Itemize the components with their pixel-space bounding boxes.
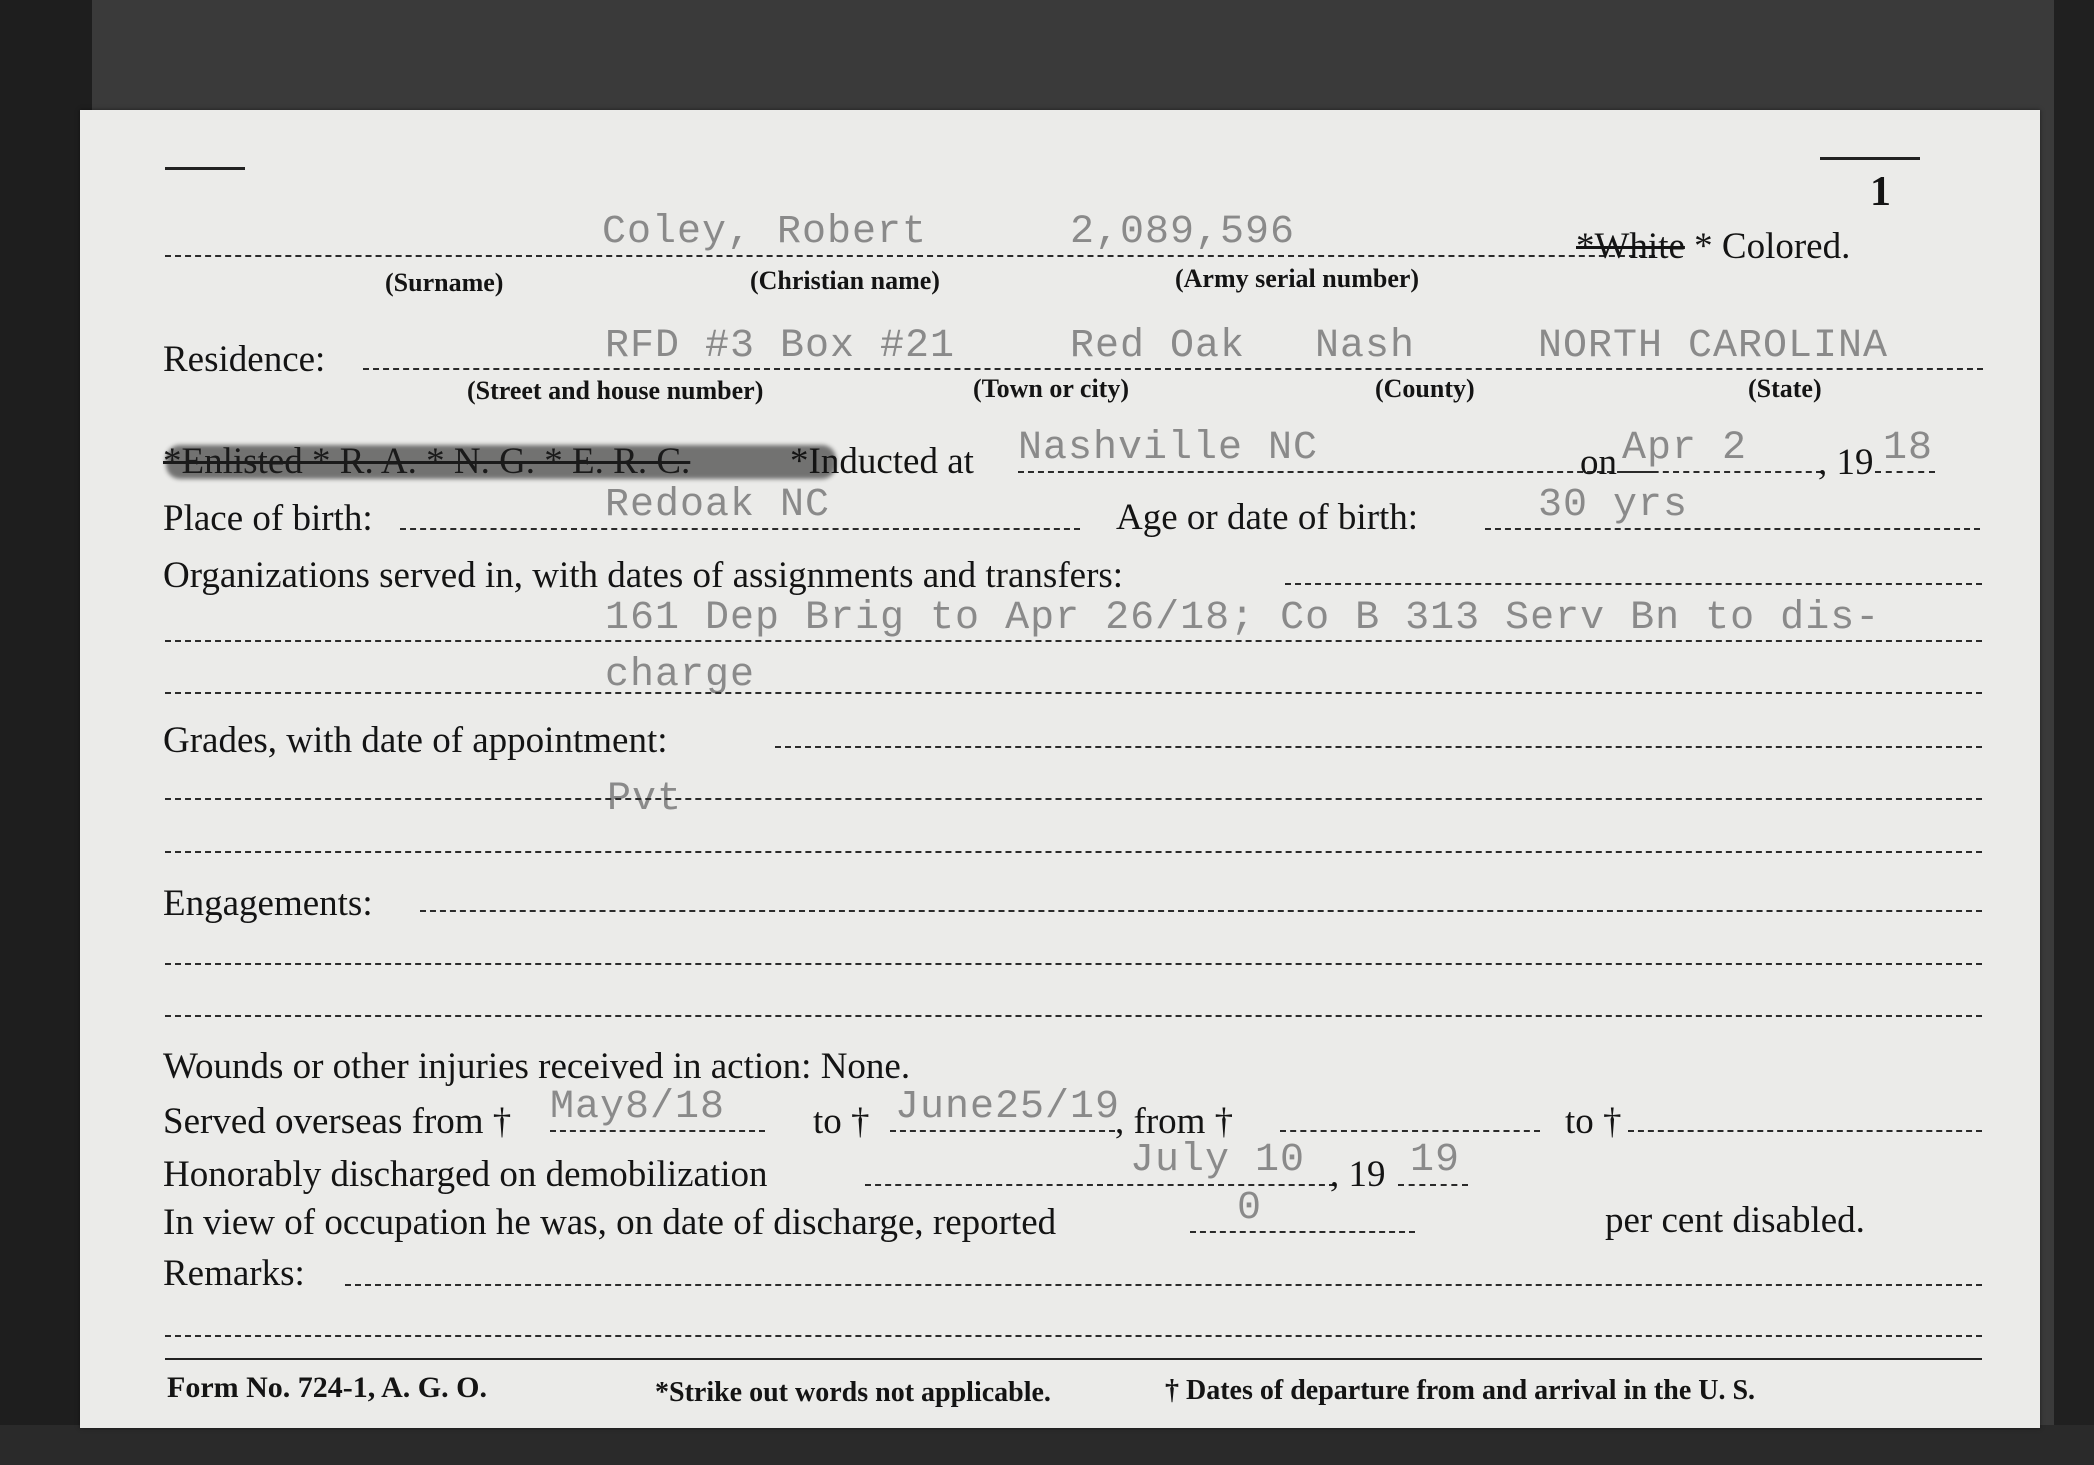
engagements-label: Engagements: <box>163 883 373 924</box>
induction-date-line <box>1622 471 1822 473</box>
caption-state: (State) <box>1748 374 1822 403</box>
age-label: Age or date of birth: <box>1116 497 1419 538</box>
residence-street-value: RFD #3 Box #21 <box>605 324 956 369</box>
induction-year-line <box>1875 471 1935 473</box>
disability-line <box>1190 1231 1415 1233</box>
place-of-birth-label: Place of birth: <box>163 498 373 539</box>
grades-line-0 <box>775 746 1982 748</box>
place-of-birth-line <box>400 528 1080 530</box>
discharge-label: Honorably discharged on demobilization <box>163 1154 768 1195</box>
residence-state-value: NORTH CAROLINA <box>1538 324 1889 369</box>
discharge-year-value: 19 <box>1410 1138 1461 1183</box>
background-left-edge <box>0 0 92 1465</box>
residence-label: Residence: <box>163 339 326 380</box>
caption-town: (Town or city) <box>973 374 1129 403</box>
induction-date-value: Apr 2 <box>1622 426 1748 471</box>
wounds-text: Wounds or other injuries received in action: None. <box>163 1046 911 1087</box>
race-white-struck: *White <box>1576 226 1685 267</box>
overseas-to2-line <box>1628 1130 1982 1132</box>
caption-surname: (Surname) <box>385 268 504 297</box>
enlisted-struck-options: *Enlisted * R. A. * N. G. * E. R. C. <box>163 441 691 482</box>
engagements-line-0 <box>420 910 1982 912</box>
overseas-to-label: to † <box>813 1101 870 1142</box>
residence-town-value: Red Oak <box>1070 324 1246 369</box>
background-bottom-edge <box>0 1425 2094 1465</box>
surname-value: Coley, Robert <box>602 210 928 255</box>
organizations-label: Organizations served in, with dates of assignments and transfers: <box>163 555 1124 596</box>
inducted-label: *Inducted at <box>790 441 974 482</box>
overseas-from-line <box>550 1130 765 1132</box>
induction-on-label: on <box>1580 442 1617 483</box>
induction-place-line <box>1018 471 1653 473</box>
race-options <box>1576 225 1850 268</box>
disability-label: In view of occupation he was, on date of discharge, reported <box>163 1202 1057 1243</box>
caption-county: (County) <box>1375 374 1475 403</box>
race-colored: * Colored. <box>1684 226 1851 267</box>
residence-county-value: Nash <box>1315 324 1416 369</box>
induction-year-value: 18 <box>1883 426 1934 471</box>
form-number: Form No. 724-1, A. G. O. <box>167 1371 487 1404</box>
caption-army-serial: (Army serial number) <box>1175 264 1420 293</box>
disability-suffix: per cent disabled. <box>1605 1200 1865 1241</box>
footer-rule <box>165 1358 1982 1360</box>
age-value: 30 yrs <box>1538 483 1689 528</box>
top-right-rule <box>1820 157 1920 160</box>
grades-line-1 <box>165 798 1982 800</box>
overseas-to-line <box>890 1130 1115 1132</box>
overseas-from-label: Served overseas from † <box>163 1101 512 1142</box>
background-right-edge <box>2054 0 2094 1465</box>
remarks-line-0 <box>345 1284 1982 1286</box>
discharge-year-prefix: , 19 <box>1330 1154 1386 1195</box>
strike-out-note: *Strike out words not applicable. <box>655 1377 1051 1408</box>
organizations-line-1 <box>165 640 1982 642</box>
discharge-date-value: July 10 <box>1130 1138 1306 1183</box>
grades-label: Grades, with date of appointment: <box>163 720 668 761</box>
disability-value: 0 <box>1237 1186 1263 1231</box>
organizations-line-2 <box>165 692 1982 694</box>
organizations-line-0 <box>1285 583 1982 585</box>
overseas-from2-label: , from † <box>1115 1101 1234 1142</box>
top-left-rule <box>165 167 245 170</box>
organizations-value-line1: 161 Dep Brig to Apr 26/18; Co B 313 Serv Bn to dis- <box>605 596 1881 641</box>
caption-christian-name: (Christian name) <box>750 266 940 295</box>
engagements-line-2 <box>165 1015 1982 1017</box>
grades-line-2 <box>165 851 1982 853</box>
engagements-line-1 <box>165 963 1982 965</box>
place-of-birth-value: Redoak NC <box>605 483 831 528</box>
page-number: 1 <box>1870 169 1891 215</box>
serial-number-value: 2,089,596 <box>1070 210 1296 255</box>
overseas-to-value: June25/19 <box>895 1085 1121 1130</box>
discharge-date-line <box>865 1184 1335 1186</box>
induction-place-value: Nashville NC <box>1018 426 1319 471</box>
caption-street: (Street and house number) <box>467 376 764 405</box>
organizations-value-line2: charge <box>605 653 756 698</box>
record-card <box>80 110 2040 1428</box>
overseas-from2-line <box>1280 1130 1540 1132</box>
remarks-label: Remarks: <box>163 1253 305 1294</box>
grades-value: Pvt <box>607 777 683 822</box>
induction-year-prefix: , 19 <box>1818 442 1874 483</box>
remarks-line-1 <box>165 1335 1982 1337</box>
discharge-year-line <box>1398 1184 1468 1186</box>
overseas-to2-label: to † <box>1565 1101 1622 1142</box>
overseas-from-value: May8/18 <box>550 1085 726 1130</box>
residence-line <box>363 368 1983 370</box>
age-line <box>1485 528 1980 530</box>
dates-note: † Dates of departure from and arrival in the U. S. <box>1165 1375 1756 1406</box>
name-line <box>165 255 1655 257</box>
